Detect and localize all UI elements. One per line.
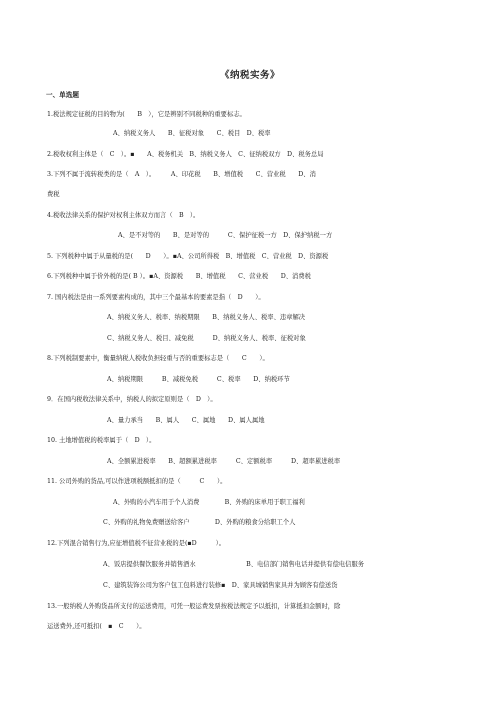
question-line: A、纳税义务人 B、征税对象 C、税目 D、税率 (113, 130, 271, 137)
question-line: 8.下列税制要素中，衡量纳税人税收负担轻重与否的重要标志是（ C ）。 (47, 355, 269, 362)
question-line: C、外购的礼物免费赠送给客户 D、外购的粮食分给职工个人 (103, 519, 296, 526)
question-line: 4.税收法律关系的保护对权利主体双方而言（ B ）。 (47, 212, 200, 219)
question-line: 9．在国内税收法律关系中，纳税人的拟定原则是（ D ）。 (47, 396, 217, 403)
question-line: A、是不对等的 B、是对等的 C、保护征税一方 D、保护纳税一方 (118, 232, 333, 239)
question-line: A、全额累进税率 B、超额累进税率 C、定额税率 D、超率累进税率 (107, 458, 341, 465)
section-heading: 一、单选题 (46, 91, 79, 99)
question-line: 5. 下列税种中属于从量税的是( D ）。▪A、公司所得税 B、增值税 C、营业税 D、资源税 (47, 253, 329, 260)
question-line: A、量力承当 B、属人 C、属地 D、属人属地 (107, 417, 265, 424)
question-line: 12.下列混合销售行为,应征增值税不征营业税的是(▪D ）。 (47, 540, 226, 547)
question-line: 1.税法规定征税的目的物为( B ），它是辨别不同税种的重要标志。 (47, 111, 246, 118)
question-line: C、纳税义务人、税目、减免税 D、纳税义务人、税率、征税对象 (107, 335, 306, 342)
question-line: A、外购的小汽车用于个人消费 B、外购的床单用于职工福利 (113, 499, 305, 506)
question-line: A、纳税义务人、税率、纳税期限 B、纳税义务人、税率、违章解决 (107, 314, 306, 321)
question-line: 2.税收权利主体是（ C ）。▪ A、税务机关 B、纳税义务人 C、征纳税双方 D、税务总局 (47, 151, 324, 158)
question-line: 3.下列不属于流转税类的是（ A ）。 A、印花税 B、增值税 C、营业税 D、消 (47, 171, 316, 178)
question-line: 6.下列税种中属于价外税的是( B ）。▪A、资源税 B、增值税 C、营业税 D、消费税 (47, 273, 311, 280)
question-line: A、饭店提供餐饮服务并销售酒水 B、电信部门销售电话并提供有偿电信服务 (103, 561, 365, 568)
question-line: 10. 土地增值税的税率属于（ D ）。 (47, 437, 156, 444)
question-line: 11. 公司外购的货品,可以作进项税额抵扣的是（ C ）。 (47, 478, 227, 485)
question-line: 7. 国内税法是由一系列要素构成的，其中三个最基本的要素是指（ D ）。 (47, 294, 265, 301)
question-line: 13.一般纳税人外购货品所支付的运送费用，可凭一般运费发票按税法规定予以抵扣，计算抵扣金额时，除 (47, 603, 341, 610)
question-line: C、建筑装饰公司为客户包工包料进行装修▪ D、家具城销售家具并为顾客有偿送货 (103, 582, 338, 589)
question-line: A、纳税期限 B、减税免税 C、税率 D、纳税环节 (107, 376, 290, 383)
question-line: 费税 (47, 191, 60, 198)
document-title: 《纳税实务》 (219, 70, 280, 81)
question-line: 运送费外,还可抵扣( ▪ C ）。 (47, 623, 146, 630)
